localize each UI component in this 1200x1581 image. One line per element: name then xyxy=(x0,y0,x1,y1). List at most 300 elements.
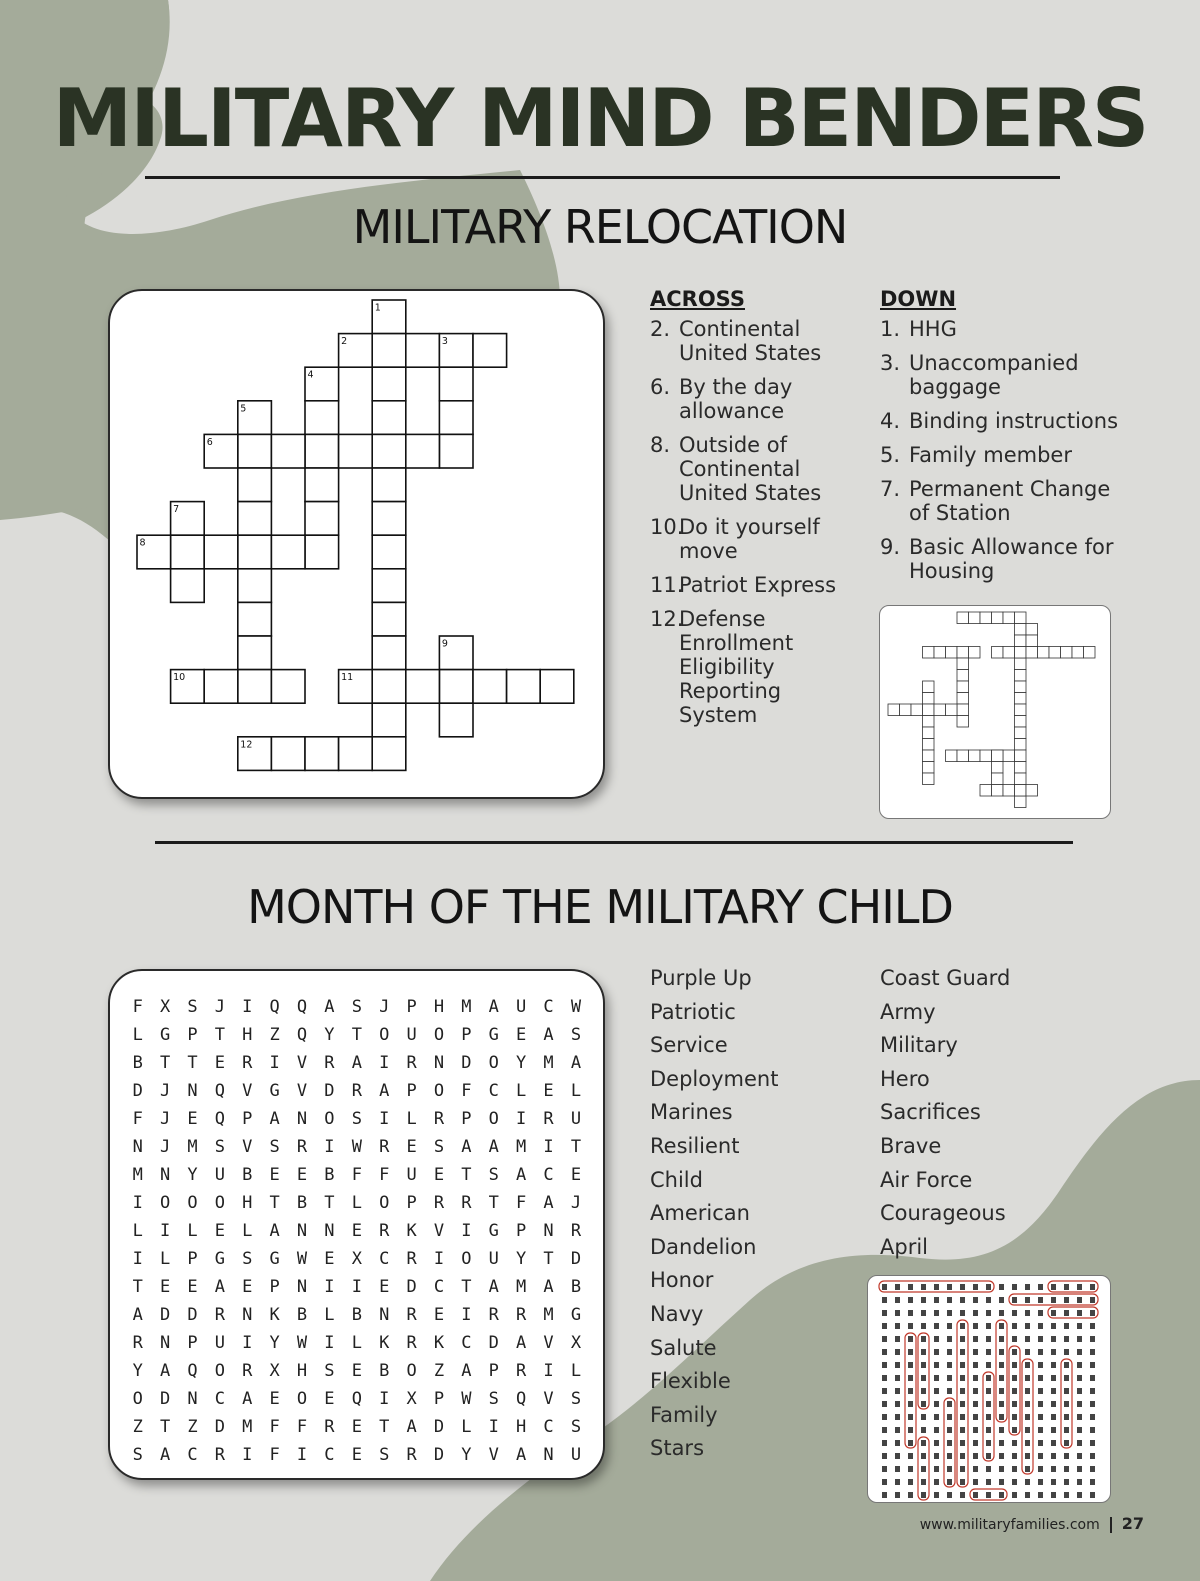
wordsearch-letter[interactable]: N xyxy=(296,1221,308,1241)
wordsearch-letter[interactable]: L xyxy=(516,1081,527,1101)
wordsearch-letter[interactable]: K xyxy=(406,1221,417,1241)
wordsearch-letter[interactable]: E xyxy=(269,1165,280,1185)
wordsearch-letter[interactable]: Y xyxy=(516,1053,527,1073)
crossword-cell[interactable] xyxy=(305,535,339,569)
wordsearch-letter[interactable]: O xyxy=(488,1109,499,1129)
crossword-cell[interactable] xyxy=(238,502,272,536)
crossword-cell[interactable] xyxy=(171,535,205,569)
wordsearch-letter[interactable]: T xyxy=(461,1165,472,1185)
crossword-cell[interactable] xyxy=(372,401,406,435)
crossword-cell[interactable] xyxy=(406,334,440,368)
wordsearch-letter[interactable]: E xyxy=(351,1445,362,1465)
wordsearch-letter[interactable]: C xyxy=(214,1389,225,1409)
wordsearch-letter[interactable]: E xyxy=(324,1389,335,1409)
wordsearch-letter[interactable]: V xyxy=(242,1137,253,1157)
wordsearch-letter[interactable]: A xyxy=(461,1361,472,1381)
wordsearch-letter[interactable]: P xyxy=(406,1193,417,1213)
wordsearch-letter[interactable]: D xyxy=(433,1417,445,1437)
wordsearch-letter[interactable]: J xyxy=(379,997,390,1017)
wordsearch-letter[interactable]: D xyxy=(214,1417,225,1437)
wordsearch-letter[interactable]: E xyxy=(324,1249,335,1269)
wordsearch-letter[interactable]: I xyxy=(324,1137,335,1157)
crossword-cell[interactable] xyxy=(372,502,406,536)
wordsearch-letter[interactable]: D xyxy=(159,1305,171,1325)
wordsearch-letter[interactable]: T xyxy=(570,1137,582,1157)
wordsearch-letter[interactable]: B xyxy=(296,1305,308,1325)
wordsearch-letter[interactable]: X xyxy=(269,1361,280,1381)
wordsearch-letter[interactable]: P xyxy=(488,1361,499,1381)
wordsearch-letter[interactable]: O xyxy=(433,1025,445,1045)
wordsearch-letter[interactable]: A xyxy=(406,1417,417,1437)
crossword-cell[interactable] xyxy=(540,670,574,704)
wordsearch-letter[interactable]: R xyxy=(461,1193,472,1213)
wordsearch-letter[interactable]: R xyxy=(379,1137,390,1157)
wordsearch-letter[interactable]: B xyxy=(351,1305,362,1325)
wordsearch-letter[interactable]: N xyxy=(296,1277,308,1297)
wordsearch-letter[interactable]: D xyxy=(132,1081,143,1101)
wordsearch-letter[interactable]: R xyxy=(406,1333,417,1353)
wordsearch-letter[interactable]: I xyxy=(488,1417,499,1437)
wordsearch-letter[interactable]: M xyxy=(516,1277,527,1297)
crossword-cell[interactable] xyxy=(372,636,406,670)
wordsearch-letter[interactable]: W xyxy=(461,1389,472,1409)
wordsearch-letter[interactable]: O xyxy=(324,1109,335,1129)
wordsearch-letter[interactable]: P xyxy=(187,1249,198,1269)
wordsearch-letter[interactable]: I xyxy=(461,1305,472,1325)
wordsearch-letter[interactable]: A xyxy=(543,1193,554,1213)
wordsearch-letter[interactable]: F xyxy=(296,1417,308,1437)
wordsearch-letter[interactable]: R xyxy=(406,1445,417,1465)
wordsearch-letter[interactable]: U xyxy=(214,1165,225,1185)
wordsearch-letter[interactable]: R xyxy=(516,1361,527,1381)
wordsearch-letter[interactable]: F xyxy=(132,997,143,1017)
wordsearch-letter[interactable]: S xyxy=(351,997,362,1017)
wordsearch-letter[interactable]: R xyxy=(132,1333,143,1353)
wordsearch-letter[interactable]: X xyxy=(570,1333,582,1353)
wordsearch-letter[interactable]: E xyxy=(187,1109,198,1129)
wordsearch-letter[interactable]: E xyxy=(351,1221,362,1241)
wordsearch-letter[interactable]: V xyxy=(242,1081,253,1101)
wordsearch-letter[interactable]: S xyxy=(351,1109,362,1129)
wordsearch-letter[interactable]: V xyxy=(543,1333,554,1353)
wordsearch-letter[interactable]: N xyxy=(543,1445,554,1465)
wordsearch-letter[interactable]: U xyxy=(214,1333,225,1353)
wordsearch-letter[interactable]: Q xyxy=(214,1109,225,1129)
wordsearch-letter[interactable]: P xyxy=(242,1109,253,1129)
wordsearch-letter[interactable]: L xyxy=(570,1081,582,1101)
wordsearch-letter[interactable]: I xyxy=(379,1053,390,1073)
wordsearch-letter[interactable]: I xyxy=(461,1221,472,1241)
wordsearch-letter[interactable]: O xyxy=(214,1361,225,1381)
wordsearch-letter[interactable]: C xyxy=(461,1333,472,1353)
wordsearch-letter[interactable]: G xyxy=(570,1305,582,1325)
wordsearch-letter[interactable]: A xyxy=(379,1081,390,1101)
wordsearch-letter[interactable]: F xyxy=(269,1417,280,1437)
wordsearch-grid[interactable] xyxy=(124,993,590,1469)
wordsearch-letter[interactable]: M xyxy=(543,1305,554,1325)
crossword-cell[interactable] xyxy=(439,703,473,737)
wordsearch-letter[interactable]: E xyxy=(379,1277,390,1297)
wordsearch-letter[interactable]: F xyxy=(132,1109,143,1129)
wordsearch-letter[interactable]: S xyxy=(433,1137,445,1157)
wordsearch-letter[interactable]: E xyxy=(351,1361,362,1381)
wordsearch-letter[interactable]: R xyxy=(324,1417,335,1437)
wordsearch-letter[interactable]: D xyxy=(461,1053,472,1073)
crossword-cell[interactable] xyxy=(372,334,406,368)
wordsearch-letter[interactable]: R xyxy=(406,1053,417,1073)
wordsearch-letter[interactable]: M xyxy=(242,1417,253,1437)
wordsearch-letter[interactable]: N xyxy=(379,1305,390,1325)
wordsearch-letter[interactable]: M xyxy=(461,997,472,1017)
wordsearch-letter[interactable]: U xyxy=(406,1165,417,1185)
wordsearch-letter[interactable]: W xyxy=(296,1249,308,1269)
wordsearch-letter[interactable]: R xyxy=(543,1109,554,1129)
wordsearch-letter[interactable]: R xyxy=(433,1109,445,1129)
wordsearch-letter[interactable]: Z xyxy=(269,1025,280,1045)
wordsearch-letter[interactable]: B xyxy=(379,1361,390,1381)
wordsearch-letter[interactable]: T xyxy=(187,1053,198,1073)
wordsearch-letter[interactable]: U xyxy=(570,1445,582,1465)
wordsearch-letter[interactable]: Y xyxy=(324,1025,335,1045)
wordsearch-letter[interactable]: Q xyxy=(269,997,280,1017)
wordsearch-letter[interactable]: D xyxy=(159,1389,171,1409)
wordsearch-letter[interactable]: T xyxy=(488,1193,499,1213)
wordsearch-letter[interactable]: R xyxy=(351,1081,362,1101)
crossword-cell[interactable] xyxy=(372,670,406,704)
wordsearch-letter[interactable]: A xyxy=(516,1165,527,1185)
wordsearch-letter[interactable]: S xyxy=(132,1445,143,1465)
wordsearch-letter[interactable]: T xyxy=(214,1025,225,1045)
crossword-cell[interactable] xyxy=(305,502,339,536)
wordsearch-letter[interactable]: J xyxy=(159,1109,171,1129)
wordsearch-letter[interactable]: T xyxy=(543,1249,554,1269)
wordsearch-letter[interactable]: N xyxy=(296,1109,308,1129)
wordsearch-letter[interactable]: E xyxy=(516,1025,527,1045)
wordsearch-letter[interactable]: W xyxy=(351,1137,362,1157)
crossword-grid[interactable] xyxy=(110,291,603,797)
wordsearch-letter[interactable]: I xyxy=(296,1445,308,1465)
crossword-cell[interactable] xyxy=(406,670,440,704)
wordsearch-letter[interactable]: D xyxy=(324,1081,335,1101)
wordsearch-letter[interactable]: T xyxy=(351,1025,362,1045)
crossword-cell[interactable] xyxy=(473,334,507,368)
wordsearch-letter[interactable]: I xyxy=(433,1249,445,1269)
crossword-cell[interactable] xyxy=(238,602,272,636)
wordsearch-letter[interactable]: R xyxy=(242,1361,253,1381)
wordsearch-letter[interactable]: L xyxy=(324,1305,335,1325)
wordsearch-letter[interactable]: L xyxy=(132,1221,143,1241)
wordsearch-letter[interactable]: I xyxy=(242,997,253,1017)
wordsearch-letter[interactable]: P xyxy=(269,1277,280,1297)
wordsearch-letter[interactable]: T xyxy=(159,1053,171,1073)
crossword-cell[interactable] xyxy=(238,535,272,569)
wordsearch-letter[interactable]: R xyxy=(406,1305,417,1325)
wordsearch-letter[interactable]: M xyxy=(516,1137,527,1157)
wordsearch-letter[interactable]: E xyxy=(570,1165,582,1185)
wordsearch-letter[interactable]: K xyxy=(269,1305,280,1325)
crossword-cell[interactable] xyxy=(238,434,272,468)
wordsearch-letter[interactable]: A xyxy=(159,1361,171,1381)
wordsearch-letter[interactable]: S xyxy=(269,1137,280,1157)
wordsearch-letter[interactable]: C xyxy=(488,1081,499,1101)
wordsearch-letter[interactable]: L xyxy=(406,1109,417,1129)
crossword-cell[interactable] xyxy=(171,569,205,603)
wordsearch-letter[interactable]: P xyxy=(461,1025,472,1045)
wordsearch-letter[interactable]: P xyxy=(433,1389,445,1409)
wordsearch-letter[interactable]: C xyxy=(324,1445,335,1465)
wordsearch-letter[interactable]: X xyxy=(406,1389,417,1409)
wordsearch-letter[interactable]: U xyxy=(488,1249,499,1269)
wordsearch-letter[interactable]: I xyxy=(543,1137,554,1157)
wordsearch-letter[interactable]: P xyxy=(406,1081,417,1101)
wordsearch-letter[interactable]: E xyxy=(351,1417,362,1437)
wordsearch-letter[interactable]: A xyxy=(461,1137,472,1157)
wordsearch-letter[interactable]: I xyxy=(132,1249,143,1269)
wordsearch-letter[interactable]: L xyxy=(159,1249,171,1269)
wordsearch-letter[interactable]: J xyxy=(159,1081,171,1101)
crossword-cell[interactable] xyxy=(372,535,406,569)
wordsearch-letter[interactable]: N xyxy=(159,1333,171,1353)
wordsearch-letter[interactable]: E xyxy=(543,1081,554,1101)
crossword-cell[interactable] xyxy=(305,401,339,435)
wordsearch-letter[interactable]: A xyxy=(488,997,499,1017)
wordsearch-letter[interactable]: R xyxy=(516,1305,527,1325)
crossword-cell[interactable] xyxy=(339,434,373,468)
crossword-cell[interactable] xyxy=(238,569,272,603)
wordsearch-letter[interactable]: N xyxy=(242,1305,253,1325)
wordsearch-letter[interactable]: N xyxy=(187,1081,198,1101)
wordsearch-letter[interactable]: H xyxy=(242,1193,253,1213)
wordsearch-letter[interactable]: R xyxy=(214,1305,225,1325)
wordsearch-letter[interactable]: R xyxy=(570,1221,582,1241)
wordsearch-letter[interactable]: N xyxy=(433,1053,445,1073)
wordsearch-letter[interactable]: B xyxy=(132,1053,143,1073)
wordsearch-letter[interactable]: N xyxy=(543,1221,554,1241)
crossword-cell[interactable] xyxy=(372,434,406,468)
wordsearch-letter[interactable]: M xyxy=(187,1137,198,1157)
wordsearch-letter[interactable]: F xyxy=(351,1165,362,1185)
crossword-cell[interactable] xyxy=(305,468,339,502)
wordsearch-letter[interactable]: V xyxy=(543,1389,554,1409)
wordsearch-letter[interactable]: A xyxy=(159,1445,171,1465)
crossword-cell[interactable] xyxy=(372,737,406,771)
wordsearch-letter[interactable]: P xyxy=(187,1025,198,1045)
wordsearch-letter[interactable]: P xyxy=(187,1333,198,1353)
wordsearch-letter[interactable]: T xyxy=(379,1417,390,1437)
crossword-cell[interactable] xyxy=(439,401,473,435)
wordsearch-letter[interactable]: O xyxy=(461,1249,472,1269)
wordsearch-letter[interactable]: A xyxy=(269,1109,280,1129)
wordsearch-letter[interactable]: O xyxy=(132,1389,143,1409)
crossword-cell[interactable] xyxy=(271,535,305,569)
wordsearch-letter[interactable]: T xyxy=(269,1193,280,1213)
wordsearch-letter[interactable]: W xyxy=(570,997,582,1017)
wordsearch-letter[interactable]: U xyxy=(570,1109,582,1129)
wordsearch-letter[interactable]: O xyxy=(296,1389,308,1409)
wordsearch-letter[interactable]: A xyxy=(324,997,335,1017)
crossword-cell[interactable] xyxy=(238,636,272,670)
wordsearch-letter[interactable]: A xyxy=(132,1305,143,1325)
wordsearch-letter[interactable]: O xyxy=(159,1193,171,1213)
wordsearch-letter[interactable]: A xyxy=(242,1389,253,1409)
wordsearch-letter[interactable]: K xyxy=(379,1333,390,1353)
wordsearch-letter[interactable]: T xyxy=(159,1417,171,1437)
wordsearch-letter[interactable]: L xyxy=(351,1193,362,1213)
wordsearch-letter[interactable]: A xyxy=(516,1445,527,1465)
wordsearch-letter[interactable]: U xyxy=(406,1025,417,1045)
wordsearch-letter[interactable]: B xyxy=(242,1165,253,1185)
wordsearch-letter[interactable]: S xyxy=(187,997,198,1017)
wordsearch-letter[interactable]: O xyxy=(214,1193,225,1213)
crossword-cell[interactable] xyxy=(238,670,272,704)
wordsearch-letter[interactable]: M xyxy=(132,1165,143,1185)
wordsearch-letter[interactable]: R xyxy=(488,1305,499,1325)
wordsearch-letter[interactable]: E xyxy=(187,1277,198,1297)
crossword-cell[interactable] xyxy=(238,468,272,502)
crossword-cell[interactable] xyxy=(271,737,305,771)
wordsearch-letter[interactable]: C xyxy=(379,1249,390,1269)
wordsearch-letter[interactable]: Q xyxy=(214,1081,225,1101)
wordsearch-letter[interactable]: D xyxy=(406,1277,417,1297)
crossword-cell[interactable] xyxy=(439,434,473,468)
wordsearch-letter[interactable]: O xyxy=(379,1025,390,1045)
crossword-cell[interactable] xyxy=(439,670,473,704)
wordsearch-letter[interactable]: R xyxy=(406,1249,417,1269)
wordsearch-letter[interactable]: C xyxy=(433,1277,445,1297)
crossword-cell[interactable] xyxy=(204,670,238,704)
wordsearch-letter[interactable]: N xyxy=(324,1221,335,1241)
wordsearch-letter[interactable]: S xyxy=(242,1249,253,1269)
wordsearch-letter[interactable]: V xyxy=(296,1081,308,1101)
wordsearch-letter[interactable]: I xyxy=(543,1361,554,1381)
crossword-cell[interactable] xyxy=(439,367,473,401)
wordsearch-letter[interactable]: C xyxy=(543,1165,554,1185)
wordsearch-letter[interactable]: Y xyxy=(132,1361,143,1381)
wordsearch-letter[interactable]: S xyxy=(214,1137,225,1157)
wordsearch-letter[interactable]: E xyxy=(269,1389,280,1409)
wordsearch-letter[interactable]: O xyxy=(406,1361,417,1381)
wordsearch-letter[interactable]: T xyxy=(461,1277,472,1297)
wordsearch-letter[interactable]: Y xyxy=(187,1165,198,1185)
wordsearch-letter[interactable]: F xyxy=(461,1081,472,1101)
crossword-cell[interactable] xyxy=(406,434,440,468)
crossword-cell[interactable] xyxy=(372,367,406,401)
wordsearch-letter[interactable]: Q xyxy=(351,1389,362,1409)
wordsearch-letter[interactable]: O xyxy=(433,1081,445,1101)
wordsearch-letter[interactable]: G xyxy=(269,1081,280,1101)
wordsearch-letter[interactable]: S xyxy=(570,1025,582,1045)
wordsearch-letter[interactable]: S xyxy=(324,1361,335,1381)
wordsearch-letter[interactable]: E xyxy=(406,1137,417,1157)
wordsearch-letter[interactable]: B xyxy=(570,1277,582,1297)
wordsearch-letter[interactable]: R xyxy=(214,1445,225,1465)
wordsearch-letter[interactable]: C xyxy=(187,1445,198,1465)
wordsearch-letter[interactable]: S xyxy=(570,1417,582,1437)
wordsearch-letter[interactable]: P xyxy=(406,997,417,1017)
wordsearch-letter[interactable]: P xyxy=(461,1109,472,1129)
wordsearch-letter[interactable]: E xyxy=(242,1277,253,1297)
wordsearch-letter[interactable]: I xyxy=(324,1277,335,1297)
wordsearch-letter[interactable]: V xyxy=(488,1445,499,1465)
wordsearch-letter[interactable]: D xyxy=(570,1249,582,1269)
wordsearch-letter[interactable]: Z xyxy=(187,1417,198,1437)
wordsearch-letter[interactable]: A xyxy=(516,1333,527,1353)
crossword-cell[interactable] xyxy=(372,569,406,603)
wordsearch-letter[interactable]: L xyxy=(187,1221,198,1241)
wordsearch-letter[interactable]: N xyxy=(132,1137,143,1157)
crossword-cell[interactable] xyxy=(271,434,305,468)
wordsearch-letter[interactable]: F xyxy=(516,1193,527,1213)
wordsearch-letter[interactable]: C xyxy=(543,1417,554,1437)
wordsearch-letter[interactable]: U xyxy=(516,997,527,1017)
wordsearch-letter[interactable]: H xyxy=(433,997,445,1017)
wordsearch-letter[interactable]: F xyxy=(379,1165,390,1185)
wordsearch-letter[interactable]: I xyxy=(351,1277,362,1297)
wordsearch-letter[interactable]: T xyxy=(132,1277,143,1297)
wordsearch-letter[interactable]: S xyxy=(379,1445,390,1465)
wordsearch-letter[interactable]: A xyxy=(543,1025,554,1045)
wordsearch-letter[interactable]: G xyxy=(269,1249,280,1269)
wordsearch-letter[interactable]: Q xyxy=(187,1361,198,1381)
wordsearch-letter[interactable]: V xyxy=(433,1221,445,1241)
wordsearch-letter[interactable]: I xyxy=(132,1193,143,1213)
wordsearch-letter[interactable]: P xyxy=(516,1221,527,1241)
wordsearch-letter[interactable]: N xyxy=(159,1165,171,1185)
wordsearch-letter[interactable]: I xyxy=(159,1221,171,1241)
wordsearch-letter[interactable]: I xyxy=(379,1109,390,1129)
wordsearch-letter[interactable]: I xyxy=(269,1053,280,1073)
wordsearch-letter[interactable]: Y xyxy=(461,1445,472,1465)
wordsearch-letter[interactable]: J xyxy=(159,1137,171,1157)
wordsearch-letter[interactable]: R xyxy=(433,1193,445,1213)
wordsearch-letter[interactable]: L xyxy=(242,1221,253,1241)
wordsearch-letter[interactable]: V xyxy=(296,1053,308,1073)
wordsearch-letter[interactable]: Y xyxy=(269,1333,280,1353)
wordsearch-letter[interactable]: O xyxy=(379,1193,390,1213)
wordsearch-letter[interactable]: S xyxy=(488,1165,499,1185)
wordsearch-letter[interactable]: A xyxy=(543,1277,554,1297)
wordsearch-letter[interactable]: L xyxy=(570,1361,582,1381)
wordsearch-letter[interactable]: G xyxy=(159,1025,171,1045)
crossword-cell[interactable] xyxy=(372,703,406,737)
wordsearch-letter[interactable]: Y xyxy=(516,1249,527,1269)
wordsearch-letter[interactable]: L xyxy=(351,1333,362,1353)
wordsearch-letter[interactable]: A xyxy=(269,1221,280,1241)
wordsearch-letter[interactable]: G xyxy=(488,1025,499,1045)
wordsearch-letter[interactable]: D xyxy=(433,1445,445,1465)
wordsearch-letter[interactable]: G xyxy=(488,1221,499,1241)
crossword-cell[interactable] xyxy=(339,737,373,771)
wordsearch-letter[interactable]: Q xyxy=(516,1389,527,1409)
wordsearch-letter[interactable]: I xyxy=(242,1445,253,1465)
wordsearch-letter[interactable]: E xyxy=(214,1053,225,1073)
wordsearch-letter[interactable]: W xyxy=(296,1333,308,1353)
wordsearch-letter[interactable]: H xyxy=(242,1025,253,1045)
wordsearch-letter[interactable]: D xyxy=(187,1305,198,1325)
wordsearch-letter[interactable]: E xyxy=(159,1277,171,1297)
crossword-cell[interactable] xyxy=(305,737,339,771)
crossword-cell[interactable] xyxy=(204,535,238,569)
wordsearch-letter[interactable]: G xyxy=(214,1249,225,1269)
wordsearch-letter[interactable]: J xyxy=(214,997,225,1017)
wordsearch-letter[interactable]: N xyxy=(187,1389,198,1409)
wordsearch-letter[interactable]: A xyxy=(351,1053,362,1073)
crossword-cell[interactable] xyxy=(372,468,406,502)
wordsearch-letter[interactable]: R xyxy=(242,1053,253,1073)
wordsearch-letter[interactable]: Z xyxy=(433,1361,445,1381)
wordsearch-letter[interactable]: R xyxy=(379,1221,390,1241)
wordsearch-letter[interactable]: L xyxy=(461,1417,472,1437)
